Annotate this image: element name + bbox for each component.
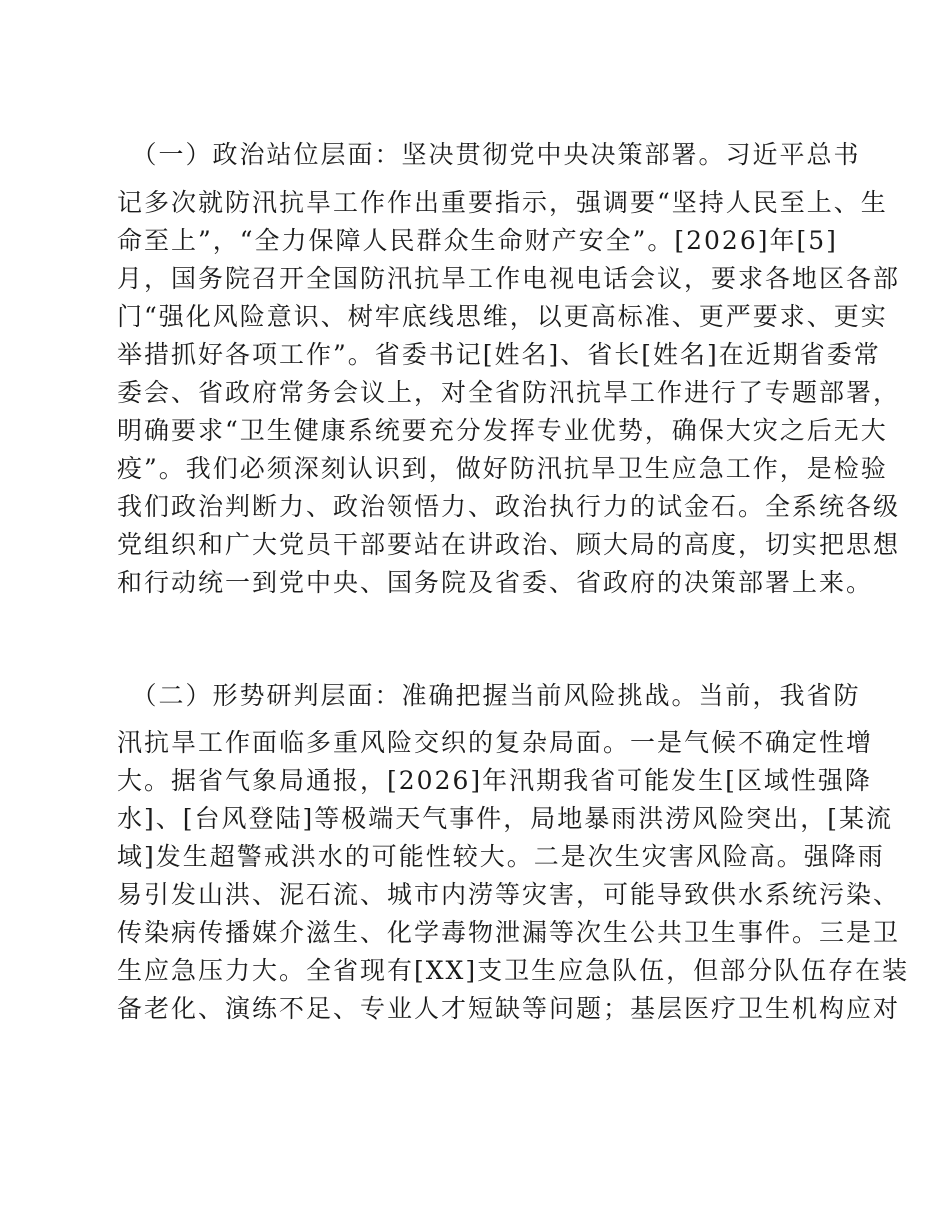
paragraph-line: 委会、省政府常务会议上，对全省防汛抗旱工作进行了专题部署， [117, 378, 901, 407]
paragraph-line: 疫”。我们必须深刻认识到，做好防汛抗旱卫生应急工作，是检验 [117, 454, 888, 483]
paragraph-line: 记多次就防汛抗旱工作作出重要指示，强调要“坚持人民至上、生 [117, 188, 888, 217]
paragraph-line: 明确要求“卫生健康系统要充分发挥专业优势，确保大灾之后无大 [117, 416, 888, 445]
paragraph-line: 备老化、演练不足、专业人才短缺等问题；基层医疗卫生机构应对 [117, 994, 901, 1023]
paragraph-line: 易引发山洪、泥石流、城市内涝等灾害，可能导致供水系统污染、 [117, 880, 901, 909]
paragraph-line: 举措抓好各项工作”。省委书记[姓名]、省长[姓名]在近期省委常 [117, 340, 881, 369]
paragraph-line: 和行动统一到党中央、国务院及省委、省政府的决策部署上来。 [117, 568, 874, 597]
paragraph-line: 水]、[台风登陆]等极端天气事件，局地暴雨洪涝风险突出，[某流 [117, 804, 894, 833]
paragraph-line: 命至上”，“全力保障人民群众生命财产安全”。[2026]年[5] [117, 226, 838, 255]
paragraph-line: 生应急压力大。全省现有[XX]支卫生应急队伍，但部分队伍存在装 [117, 956, 910, 985]
paragraph-line: （一）政治站位层面：坚决贯彻党中央决策部署。习近平总书 [117, 140, 861, 169]
paragraph-line: 党组织和广大党员干部要站在讲政治、顾大局的高度，切实把思想 [117, 530, 901, 559]
paragraph-line: 大。据省气象局通报，[2026]年汛期我省可能发生[区域性强降 [117, 766, 872, 795]
paragraph-line: 我们政治判断力、政治领悟力、政治执行力的试金石。全系统各级 [117, 492, 901, 521]
paragraph-line: 月，国务院召开全国防汛抗旱工作电视电话会议，要求各地区各部 [117, 264, 901, 293]
paragraph-line: （二）形势研判层面：准确把握当前风险挑战。当前，我省防 [117, 681, 861, 710]
paragraph-line: 域]发生超警戒洪水的可能性较大。二是次生灾害风险高。强降雨 [117, 842, 885, 871]
paragraph-line: 门“强化风险意识、树牢底线思维，以更高标准、更严要求、更实 [117, 302, 888, 331]
paragraph-line: 传染病传播媒介滋生、化学毒物泄漏等次生公共卫生事件。三是卫 [117, 918, 901, 947]
paragraph-line: 汛抗旱工作面临多重风险交织的复杂局面。一是气候不确定性增 [117, 728, 874, 757]
